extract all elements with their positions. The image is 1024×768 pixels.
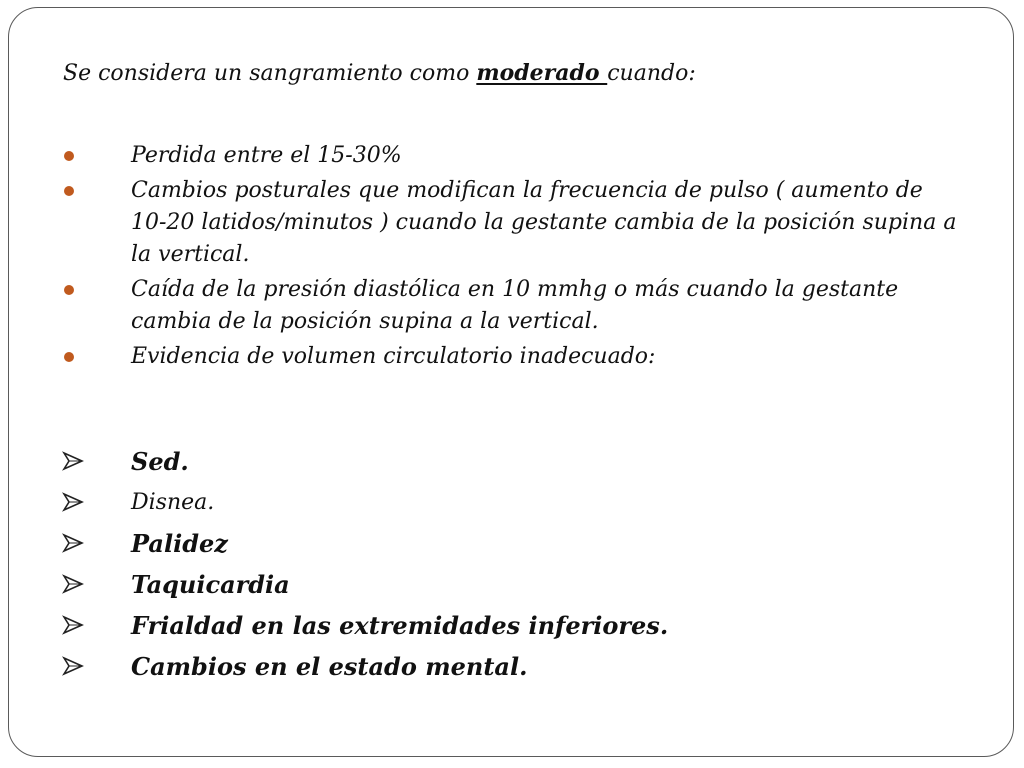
list-item bbox=[0, 175, 961, 271]
arrowhead-bullet-icon bbox=[62, 615, 84, 635]
sign-text: Frialdad en las extremidades inferiores. bbox=[131, 611, 669, 640]
arrowhead-bullet-icon bbox=[62, 533, 84, 553]
sign-item bbox=[0, 610, 1024, 651]
sign-text: Taquicardia bbox=[131, 570, 290, 599]
list-item bbox=[0, 341, 961, 373]
intro-sentence bbox=[63, 58, 696, 89]
sign-text: Disnea. bbox=[131, 490, 215, 515]
bullet-text: Evidencia de volumen circulatorio inadecuado: bbox=[131, 344, 656, 369]
arrowhead-bullet-icon bbox=[62, 656, 84, 676]
sign-item bbox=[0, 446, 1024, 487]
intro-emphasis: moderado bbox=[476, 60, 608, 86]
bullet-dot-icon bbox=[64, 352, 74, 362]
bullet-dot-icon bbox=[64, 186, 74, 196]
bullet-dot-icon bbox=[64, 151, 74, 161]
sign-item bbox=[0, 569, 1024, 610]
list-item bbox=[0, 274, 961, 338]
intro-before: Se considera un sangramiento como bbox=[63, 61, 477, 86]
sign-text: Cambios en el estado mental. bbox=[131, 652, 528, 681]
intro-after: cuando: bbox=[607, 61, 696, 86]
sign-text: Palidez bbox=[131, 529, 228, 558]
list-item bbox=[0, 140, 961, 172]
arrowhead-bullet-icon bbox=[62, 574, 84, 594]
bullet-text: Cambios posturales que modifican la frecuencia de pulso ( aumento de 10-20 latidos/minutos ) cuando la gestante cambia de la posición supina a la vertical. bbox=[131, 178, 957, 267]
sign-item bbox=[0, 651, 1024, 692]
arrowhead-bullet-icon bbox=[62, 451, 84, 471]
bullet-text: Perdida entre el 15-30% bbox=[131, 143, 402, 168]
sign-item bbox=[0, 528, 1024, 569]
bullet-list bbox=[0, 140, 1024, 376]
bullet-dot-icon bbox=[64, 285, 74, 295]
signs-list bbox=[0, 446, 1024, 692]
sign-text: Sed. bbox=[131, 447, 189, 476]
sign-item bbox=[0, 487, 1024, 528]
arrowhead-bullet-icon bbox=[62, 492, 84, 512]
bullet-text: Caída de la presión diastólica en 10 mmhg o más cuando la gestante cambia de la posición supina a la vertical. bbox=[131, 277, 899, 334]
